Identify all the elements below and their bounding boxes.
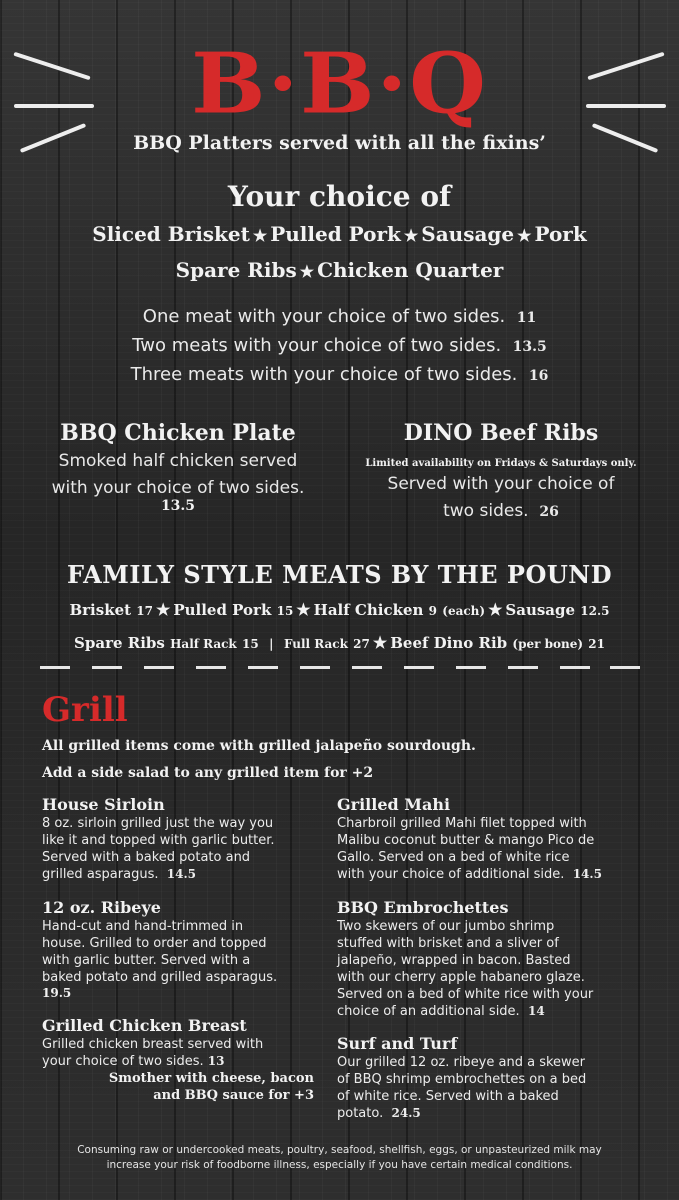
divider-dash <box>144 666 174 669</box>
disclaimer-line: Consuming raw or undercooked meats, poultry, seafood, shellfish, eggs, or unpasteurized milk may <box>77 1144 602 1156</box>
item-name: Grilled Chicken Breast <box>42 1016 247 1035</box>
tagline: BBQ Platters served with all the fixins’ <box>133 132 546 154</box>
pricing-text: Two meats with your choice of two sides. <box>132 335 502 356</box>
grill-title: Grill <box>42 690 128 730</box>
pricing-row <box>0 332 679 361</box>
family-unit: (per bone) <box>512 637 584 651</box>
item-desc: Our grilled 12 oz. ribeye and a skewer <box>337 1055 586 1070</box>
meat-option: Chicken Quarter <box>317 258 504 282</box>
family-price: 27 <box>353 637 370 651</box>
divider-dash <box>610 666 640 669</box>
grill-note-1: All grilled items come with grilled jalapeño sourdough. <box>42 738 476 754</box>
item-desc: 8 oz. sirloin grilled just the way you <box>42 816 274 831</box>
divider-dash <box>196 666 226 669</box>
divider-dash <box>248 666 278 669</box>
pricing-price: 11 <box>516 310 537 326</box>
divider-dash <box>92 666 122 669</box>
item-desc: Served with a baked potato and <box>42 850 251 865</box>
family-item: Pulled Pork <box>173 601 272 619</box>
item-desc: stuffed with brisket and a sliver of <box>337 936 559 951</box>
star-icon: ★ <box>517 226 532 245</box>
pricing-text: One meat with your choice of two sides. <box>142 306 506 327</box>
star-icon: ★ <box>403 226 419 245</box>
item-desc: with your choice of additional side. <box>337 867 565 882</box>
star-icon: ★ <box>296 600 311 619</box>
chicken-plate-desc: with your choice of two sides. <box>51 478 305 498</box>
menu-item-bbq-embrochettes <box>337 898 657 1020</box>
item-price: 13 <box>207 1054 225 1068</box>
meat-option: Pulled Pork <box>270 222 401 246</box>
meat-option: Spare Ribs <box>175 258 297 282</box>
menu-item-surf-and-turf <box>337 1034 657 1122</box>
section-divider <box>40 666 640 670</box>
item-price: 14.5 <box>572 867 602 881</box>
divider-dash <box>456 666 486 669</box>
pricing-text: Three meats with your choice of two sides. <box>130 364 518 385</box>
chicken-plate-price: 13.5 <box>160 498 196 514</box>
bbq-logo <box>0 28 679 133</box>
disclaimer-line: increase your risk of foodborne illness, especially if you have certain medical conditions. <box>106 1159 573 1171</box>
star-icon: ★ <box>372 633 388 652</box>
item-desc: like it and topped with garlic butter. <box>42 833 275 848</box>
star-icon: ★ <box>252 226 268 245</box>
dino-availability-note: Limited availability on Fridays & Saturdays only. <box>365 458 637 469</box>
family-price: 15 <box>276 604 294 618</box>
grill-note-2: Add a side salad to any grilled item for +2 <box>42 765 374 781</box>
item-desc: of white rice. Served with a baked <box>337 1089 559 1104</box>
item-desc: jalapeño, wrapped in bacon. Basted <box>337 953 571 968</box>
divider-dash <box>560 666 590 669</box>
menu-item-house-sirloin <box>42 795 332 883</box>
item-price: 19.5 <box>42 986 72 1000</box>
menu-item-grilled-mahi <box>337 795 657 883</box>
meat-option: Pork <box>534 222 587 246</box>
item-desc-last <box>337 866 657 883</box>
item-desc: of BBQ shrimp embrochettes on a bed <box>337 1072 587 1087</box>
choice-title: Your choice of <box>227 180 452 213</box>
meat-choices-line-2 <box>0 258 679 282</box>
family-style-title: FAMILY STYLE MEATS BY THE POUND <box>66 560 613 589</box>
item-name: Surf and Turf <box>337 1034 458 1053</box>
dino-ribs-desc: Served with your choice of <box>387 474 615 494</box>
item-desc: Hand-cut and hand-trimmed in <box>42 919 244 934</box>
food-safety-disclaimer <box>30 1143 649 1173</box>
item-desc: house. Grilled to order and topped <box>42 936 267 951</box>
meat-option: Sausage <box>421 222 515 246</box>
meat-choices-line-1 <box>0 222 679 246</box>
item-name: 12 oz. Ribeye <box>42 898 161 917</box>
family-item: Beef Dino Rib <box>390 634 508 652</box>
divider-dash <box>404 666 434 669</box>
family-item: Spare Ribs <box>74 634 165 652</box>
dino-ribs-desc-line-2 <box>336 498 666 526</box>
item-desc: Malibu coconut butter & mango Pico de <box>337 833 595 848</box>
item-price: 24.5 <box>391 1106 421 1120</box>
family-item: Half Chicken <box>313 601 424 619</box>
smother-option: Smother with cheese, bacon <box>108 1071 314 1086</box>
item-price: 14.5 <box>166 867 196 881</box>
item-desc: Grilled chicken breast served with <box>42 1037 264 1052</box>
item-desc: with garlic butter. Served with a <box>42 953 251 968</box>
item-desc: Charbroil grilled Mahi filet topped with <box>337 816 587 831</box>
dino-ribs-title: DINO Beef Ribs <box>403 420 599 446</box>
dino-ribs-price: 26 <box>539 504 559 520</box>
divider-dash <box>508 666 538 669</box>
menu-item-grilled-chicken-breast <box>42 1016 332 1104</box>
family-price: 12.5 <box>580 604 610 618</box>
divider-dash <box>352 666 382 669</box>
dino-ribs-desc-text: two sides. <box>443 501 529 521</box>
family-price: 9 <box>428 604 438 618</box>
family-price: 15 <box>241 637 259 651</box>
family-price: 17 <box>136 604 153 618</box>
pricing-row <box>0 361 679 390</box>
item-desc: your choice of two sides. <box>42 1054 204 1069</box>
family-line-2 <box>0 633 679 652</box>
separator: | <box>269 637 274 651</box>
dino-ribs-section <box>336 420 666 526</box>
chicken-plate-section <box>18 420 338 514</box>
divider-dash <box>40 666 70 669</box>
pricing-price: 16 <box>528 368 549 384</box>
menu-item-ribeye <box>42 898 332 1000</box>
item-desc-last <box>42 1053 332 1070</box>
item-name: BBQ Embrochettes <box>337 898 509 917</box>
chicken-plate-desc: Smoked half chicken served <box>58 451 298 471</box>
item-desc-last <box>42 866 332 883</box>
platter-pricing <box>0 303 679 390</box>
pricing-price: 13.5 <box>512 339 547 355</box>
meat-option: Sliced Brisket <box>92 222 250 246</box>
family-item: Brisket <box>69 601 132 619</box>
item-desc: Served on a bed of white rice with your <box>337 987 594 1002</box>
family-item: Sausage <box>505 601 576 619</box>
family-unit: (each) <box>442 604 486 618</box>
family-option: Half Rack <box>170 637 237 651</box>
star-icon: ★ <box>299 262 315 281</box>
item-desc: baked potato and grilled asparagus. <box>42 970 278 985</box>
family-line-1 <box>0 600 679 619</box>
item-desc: with our cherry apple habanero glaze. <box>337 970 585 985</box>
item-desc: choice of an additional side. <box>337 1004 520 1019</box>
item-desc: Two skewers of our jumbo shrimp <box>337 919 555 934</box>
star-icon: ★ <box>156 600 171 619</box>
star-icon: ★ <box>488 600 503 619</box>
item-desc: potato. <box>337 1106 384 1121</box>
item-price: 14 <box>527 1004 545 1018</box>
smother-option: and BBQ sauce for +3 <box>153 1088 314 1103</box>
item-desc-last <box>337 1003 657 1020</box>
item-name: Grilled Mahi <box>337 795 451 814</box>
item-desc: Gallo. Served on a bed of white rice <box>337 850 570 865</box>
family-option: Full Rack <box>283 637 348 651</box>
item-desc-last <box>337 1105 657 1122</box>
pricing-row <box>0 303 679 332</box>
logo-text: B·B·Q <box>191 33 488 133</box>
divider-dash <box>300 666 330 669</box>
family-price: 21 <box>588 637 605 651</box>
item-name: House Sirloin <box>42 795 165 814</box>
chicken-plate-title: BBQ Chicken Plate <box>60 420 296 446</box>
item-desc: grilled asparagus. <box>42 867 159 882</box>
